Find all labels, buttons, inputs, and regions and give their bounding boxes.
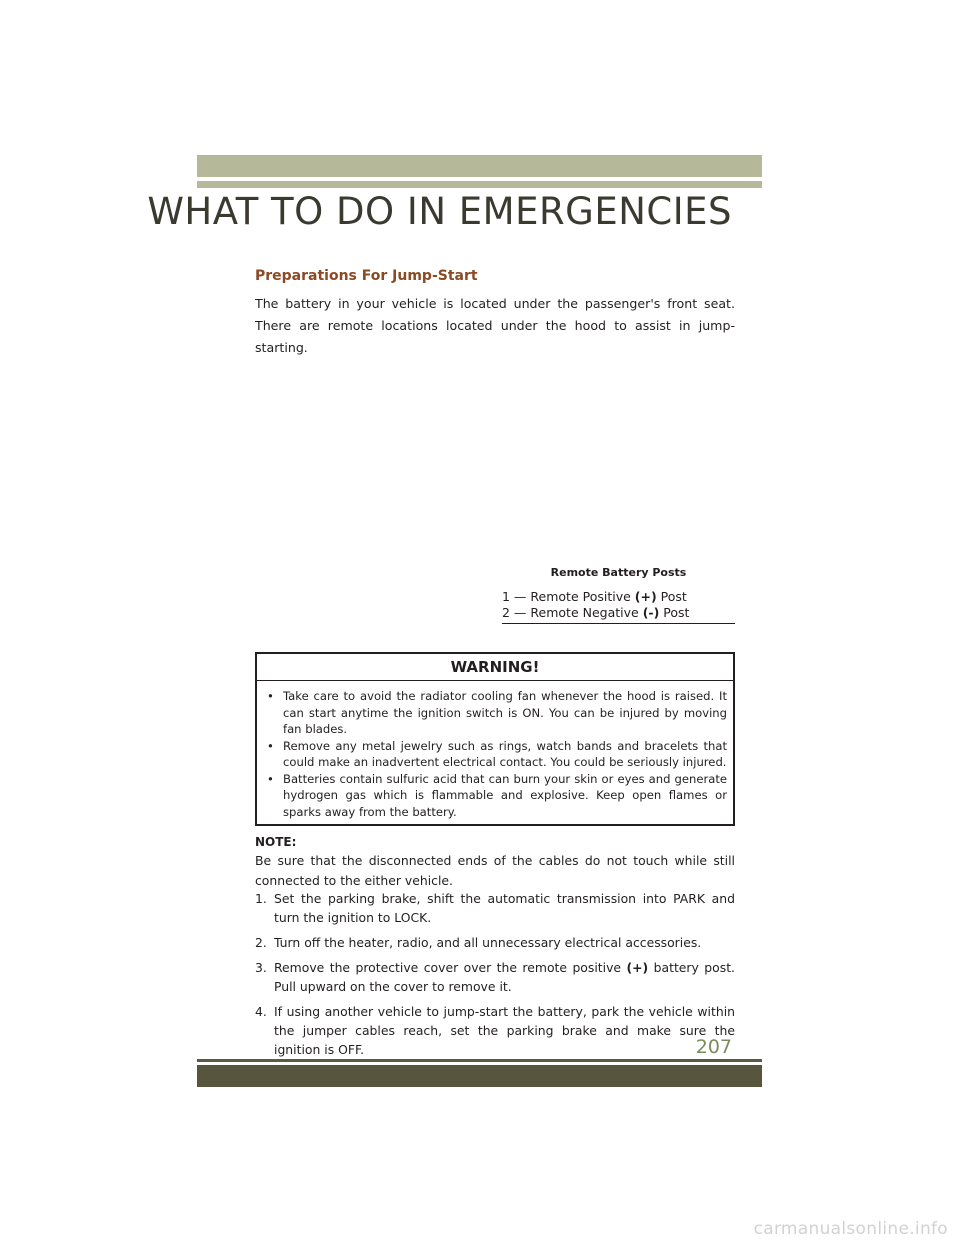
legend-rule <box>502 623 735 624</box>
page-number: 207 <box>695 1036 732 1058</box>
footer-band <box>197 1065 762 1087</box>
step-item: 2. Turn off the heater, radio, and all unnecessary electrical accessories. <box>255 935 702 950</box>
warning-list <box>267 688 727 820</box>
header-band <box>197 155 762 177</box>
legend-item: 2 — Remote Negative (-) Post <box>502 605 690 620</box>
figure-image-area <box>255 345 735 560</box>
bullet-icon: • <box>267 689 274 703</box>
bullet-icon: • <box>267 771 274 786</box>
footer-rule <box>197 1059 762 1062</box>
warning-box <box>255 652 735 826</box>
warning-item: • Batteries contain sulfuric acid that can burn your skin or eyes and generate hydrogen gas which is flammable and explosive. Keep open flames or sparks away from the battery. <box>267 771 727 819</box>
figure-legend <box>502 589 735 621</box>
note-text: Be sure that the disconnected ends of the cables do not touch while still connected to the either vehicle. <box>255 853 735 888</box>
section-heading: Preparations For Jump-Start <box>255 268 478 284</box>
steps-list <box>255 889 735 1065</box>
bullet-icon: • <box>267 738 274 753</box>
warning-title: WARNING! <box>257 654 733 681</box>
header-rule <box>197 181 762 188</box>
note-label: NOTE: <box>255 835 297 849</box>
warning-item: • Remove any metal jewelry such as rings, watch bands and bracelets that could make an inadvertent electrical contact. You could be seriously injured. <box>267 738 727 769</box>
step-item: 4. If using another vehicle to jump-start the battery, park the vehicle within the jumper cables reach, set the parking brake and make sure the ignition is OFF. <box>255 1004 735 1057</box>
intro-paragraph: The battery in your vehicle is located under the passenger's front seat. There are remote locations located under the hood to assist in jump-starting. <box>255 296 735 355</box>
figure-caption: Remote Battery Posts <box>550 566 687 579</box>
step-item: 1. Set the parking brake, shift the automatic transmission into PARK and turn the ignition to LOCK. <box>255 891 735 925</box>
legend-item: 1 — Remote Positive (+) Post <box>502 589 687 604</box>
watermark: carmanualsonline.info <box>753 1219 948 1239</box>
warning-item: • Take care to avoid the radiator cooling fan whenever the hood is raised. It can start anytime the ignition switch is ON. You can be injured by moving fan blades. <box>267 689 727 736</box>
step-item: 3. Remove the protective cover over the remote positive (+) battery post. Pull upward on the cover to remove it. <box>255 960 735 994</box>
chapter-title: WHAT TO DO IN EMERGENCIES <box>147 190 732 233</box>
